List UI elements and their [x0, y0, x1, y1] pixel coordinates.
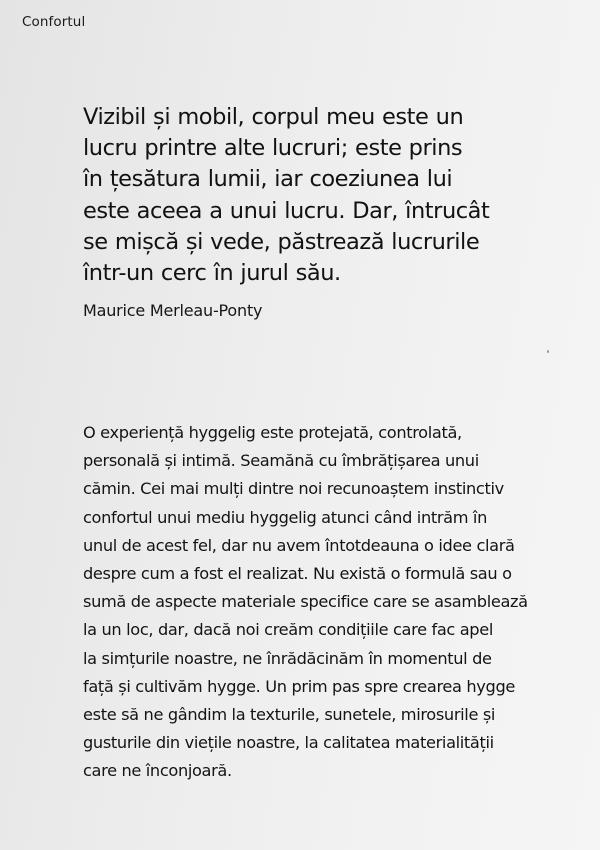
- body-paragraph: [83, 419, 600, 786]
- body-line: confortul unui mediu hyggelig atunci când intrăm în: [83, 507, 487, 527]
- body-line: la simțurile noastre, ne înrădăcinăm în momentul de: [83, 648, 492, 668]
- epigraph-line: se mișcă și vede, păstrează lucrurile: [83, 228, 480, 255]
- epigraph-line: Vizibil și mobil, corpul meu este un: [83, 104, 464, 130]
- epigraph-line: este aceea a unui lucru. Dar, întrucât: [83, 197, 490, 224]
- epigraph-line: într-un cerc în jurul său.: [83, 260, 341, 287]
- body-line: sumă de aspecte materiale specifice care se asamblează: [83, 592, 528, 612]
- paper-speck: [547, 350, 549, 353]
- body-line: față și cultivăm hygge. Un prim pas spre crearea hygge: [83, 676, 515, 696]
- body-line: la un loc, dar, dacă noi creăm condițiile care fac apel: [83, 620, 493, 640]
- body-line: despre cum a fost el realizat. Nu există o formulă sau o: [83, 564, 512, 584]
- epigraph-line: lucru printre alte lucruri; este prins: [83, 135, 463, 162]
- running-head: Confortul: [22, 14, 86, 30]
- body-line: cămin. Cei mai mulți dintre noi recunoaștem instinctiv: [83, 479, 504, 499]
- body-line: unul de acest fel, dar nu avem întotdeauna o idee clară: [83, 535, 515, 555]
- epigraph-attribution: Maurice Merleau-Ponty: [83, 301, 263, 321]
- epigraph-quote: [83, 102, 583, 321]
- body-line: O experiență hyggelig este protejată, controlată,: [83, 423, 462, 442]
- body-line: personală și intimă. Seamănă cu îmbrățișarea unui: [83, 451, 479, 471]
- body-line: gusturile din viețile noastre, la calitatea materialității: [83, 733, 494, 753]
- body-line: este să ne gândim la texturile, sunetele, mirosurile și: [83, 705, 496, 725]
- epigraph-line: în țesătura lumii, iar coeziunea lui: [83, 166, 453, 193]
- body-line: care ne înconjoară.: [83, 761, 232, 781]
